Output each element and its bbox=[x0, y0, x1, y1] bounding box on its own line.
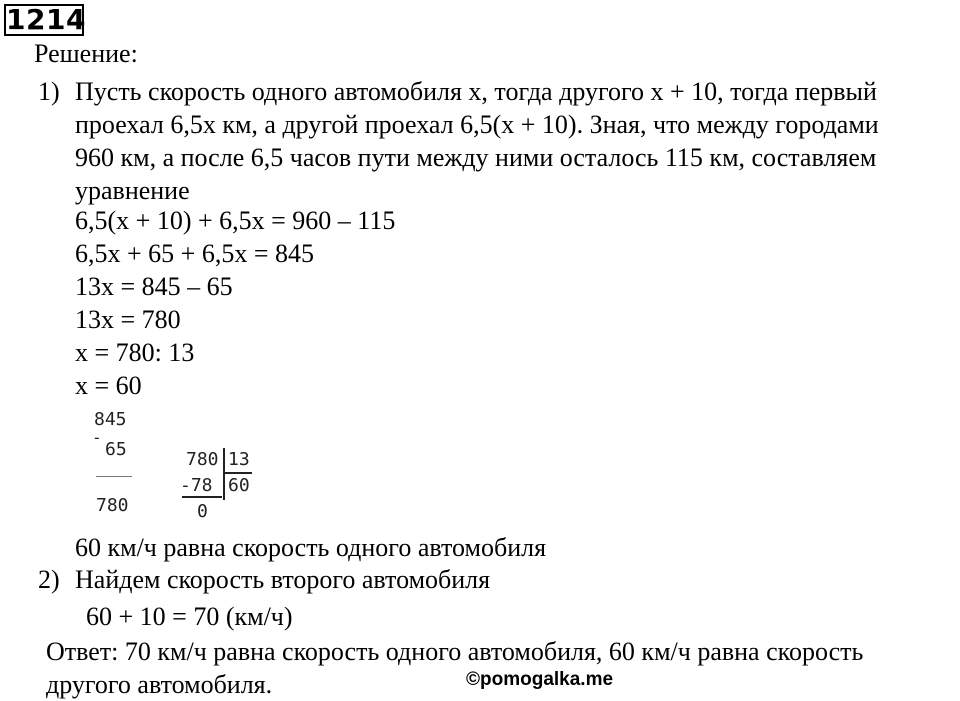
part1-line-2: проехал 6,5x км, а другой проехал 6,5(x + 10). Зная, что между городами bbox=[75, 110, 879, 139]
part1-line-1: Пусть скорость одного автомобиля x, тогда другого x + 10, тогда первый bbox=[75, 77, 877, 106]
subtraction-subtrahend: 65 bbox=[105, 439, 127, 460]
solution-label: Решение: bbox=[34, 39, 138, 68]
division-subtracted: -78 bbox=[180, 475, 213, 496]
equation-5: x = 780: 13 bbox=[75, 338, 195, 367]
answer-line-1: Ответ: 70 км/ч равна скорость одного автомобиля, 60 км/ч равна скорость bbox=[46, 637, 864, 666]
division-divisor-line bbox=[224, 472, 252, 474]
division-remainder: 0 bbox=[197, 501, 208, 522]
problem-number: 1214 bbox=[6, 3, 86, 36]
division-subtract-line bbox=[182, 496, 222, 498]
watermark: ©pomogalka.me bbox=[466, 669, 614, 690]
division-dividend: 780 bbox=[186, 449, 219, 470]
subtraction-line bbox=[96, 476, 132, 477]
subtraction-minuend: 845 bbox=[94, 409, 127, 430]
division-quotient: 60 bbox=[228, 475, 250, 496]
equation-6: x = 60 bbox=[75, 371, 142, 400]
part2-marker: 2) bbox=[38, 565, 60, 594]
part1-conclusion: 60 км/ч равна скорость одного автомобиля bbox=[75, 533, 547, 562]
subtraction-sign: - bbox=[92, 428, 102, 447]
equation-4: 13x = 780 bbox=[75, 305, 181, 334]
part1-line-4: уравнение bbox=[75, 176, 190, 205]
part1-marker: 1) bbox=[38, 77, 60, 106]
part1-line-3: 960 км, а после 6,5 часов пути между ними осталось 115 км, составляем bbox=[75, 143, 877, 172]
equation-2: 6,5x + 65 + 6,5x = 845 bbox=[75, 239, 314, 268]
division-divisor: 13 bbox=[228, 449, 250, 470]
part2-text: Найдем скорость второго автомобиля bbox=[75, 565, 491, 594]
part2-equation: 60 + 10 = 70 (км/ч) bbox=[86, 602, 293, 631]
equation-3: 13x = 845 – 65 bbox=[75, 272, 233, 301]
answer-line-2: другого автомобиля. bbox=[46, 670, 273, 699]
equation-1: 6,5(x + 10) + 6,5x = 960 – 115 bbox=[75, 206, 396, 235]
subtraction-result: 780 bbox=[96, 495, 129, 516]
division-vertical-line bbox=[223, 448, 225, 500]
